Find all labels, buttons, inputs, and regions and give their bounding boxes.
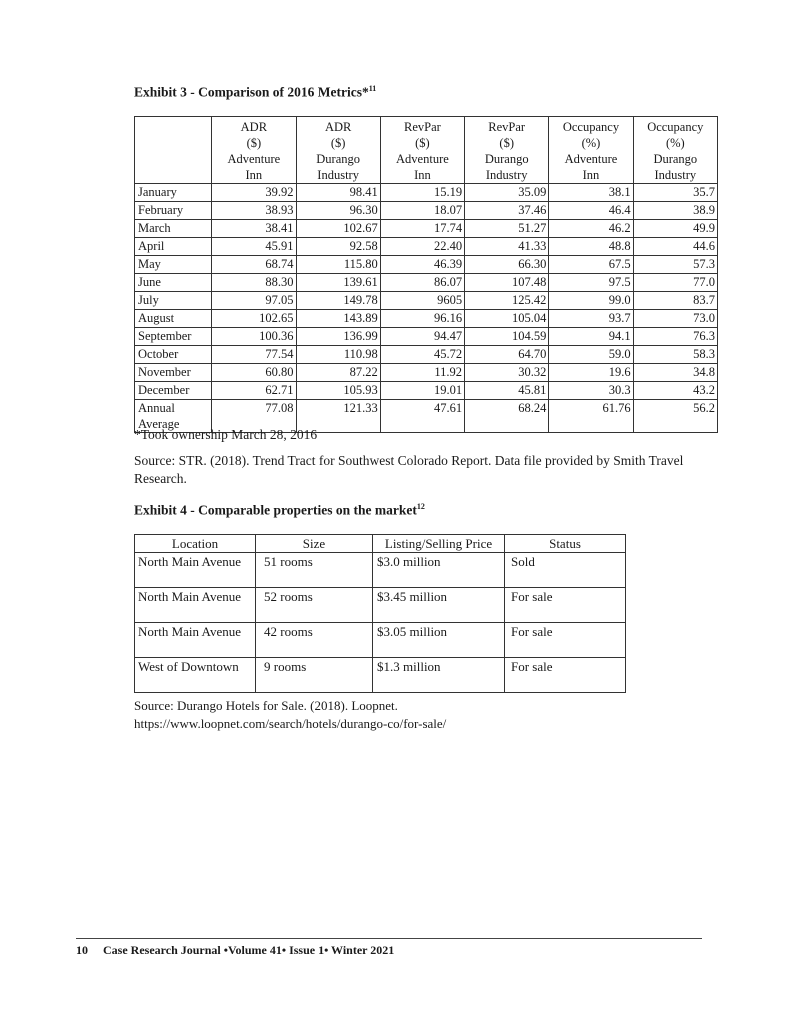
month-cell: April	[135, 238, 212, 256]
value-cell: 64.70	[465, 346, 549, 364]
month-cell: October	[135, 346, 212, 364]
exhibit4-source	[134, 697, 446, 733]
value-cell: 11.92	[380, 364, 464, 382]
month-cell: June	[135, 274, 212, 292]
price-cell: $3.45 million	[373, 588, 505, 623]
header-revpar-adventure: RevPar ($) Adventure Inn	[380, 117, 464, 184]
table-row	[135, 364, 718, 382]
table-row	[135, 588, 626, 623]
table-row	[135, 238, 718, 256]
table-row	[135, 184, 718, 202]
value-cell: 105.04	[465, 310, 549, 328]
journal-footer: Case Research Journal •Volume 41• Issue 1• Winter 2021	[103, 943, 395, 957]
value-cell: 115.80	[296, 256, 380, 274]
value-cell: 9605	[380, 292, 464, 310]
value-cell: 97.5	[549, 274, 633, 292]
value-cell: 58.3	[633, 346, 717, 364]
value-cell: 143.89	[296, 310, 380, 328]
source-url: https://www.loopnet.com/search/hotels/durango-co/for-sale/	[134, 716, 447, 731]
source-citation: Source: Durango Hotels for Sale. (2018). Loopnet.	[134, 698, 398, 713]
value-cell: 38.93	[212, 202, 296, 220]
month-cell: November	[135, 364, 212, 382]
month-cell: July	[135, 292, 212, 310]
location-cell: West of Downtown	[135, 658, 256, 693]
value-cell: 45.72	[380, 346, 464, 364]
value-cell: 38.1	[549, 184, 633, 202]
table-row	[135, 220, 718, 238]
status-cell: Sold	[505, 553, 626, 588]
header-occupancy-adventure: Occupancy (%) Adventure Inn	[549, 117, 633, 184]
month-cell: May	[135, 256, 212, 274]
value-cell: 51.27	[465, 220, 549, 238]
location-cell: North Main Avenue	[135, 588, 256, 623]
value-cell: 30.32	[465, 364, 549, 382]
location-cell: North Main Avenue	[135, 623, 256, 658]
value-cell: 105.93	[296, 382, 380, 400]
value-cell: 57.3	[633, 256, 717, 274]
value-cell: 47.61	[380, 400, 464, 433]
location-cell: North Main Avenue	[135, 553, 256, 588]
metrics-header-row	[135, 117, 718, 184]
table-row	[135, 310, 718, 328]
value-cell: 104.59	[465, 328, 549, 346]
table-row	[135, 623, 626, 658]
value-cell: 83.7	[633, 292, 717, 310]
header-status: Status	[505, 535, 626, 553]
value-cell: 107.48	[465, 274, 549, 292]
value-cell: 60.80	[212, 364, 296, 382]
value-cell: 45.91	[212, 238, 296, 256]
header-revpar-durango: RevPar ($) Durango Industry	[465, 117, 549, 184]
value-cell: 17.74	[380, 220, 464, 238]
value-cell: 56.2	[633, 400, 717, 433]
value-cell: 46.4	[549, 202, 633, 220]
month-cell: January	[135, 184, 212, 202]
value-cell: 102.65	[212, 310, 296, 328]
value-cell: 76.3	[633, 328, 717, 346]
value-cell: 136.99	[296, 328, 380, 346]
properties-header-row	[135, 535, 626, 553]
value-cell: 66.30	[465, 256, 549, 274]
table-row	[135, 274, 718, 292]
value-cell: 35.09	[465, 184, 549, 202]
header-adr-durango: ADR ($) Durango Industry	[296, 117, 380, 184]
price-cell: $3.05 million	[373, 623, 505, 658]
exhibit4-title: Exhibit 4 - Comparable properties on the market$^{12}$	[134, 502, 425, 518]
value-cell: 62.71	[212, 382, 296, 400]
value-cell: 38.41	[212, 220, 296, 238]
month-cell: December	[135, 382, 212, 400]
value-cell: 77.0	[633, 274, 717, 292]
value-cell: 77.08	[212, 400, 296, 433]
value-cell: 125.42	[465, 292, 549, 310]
value-cell: 22.40	[380, 238, 464, 256]
header-price: Listing/Selling Price	[373, 535, 505, 553]
header-size: Size	[256, 535, 373, 553]
value-cell: 68.24	[465, 400, 549, 433]
value-cell: 77.54	[212, 346, 296, 364]
size-cell: 9 rooms	[256, 658, 373, 693]
table-row	[135, 256, 718, 274]
value-cell: 86.07	[380, 274, 464, 292]
value-cell: 61.76	[549, 400, 633, 433]
value-cell: 67.5	[549, 256, 633, 274]
month-cell: Annual Average	[135, 400, 212, 433]
table-row	[135, 658, 626, 693]
value-cell: 88.30	[212, 274, 296, 292]
status-cell: For sale	[505, 658, 626, 693]
size-cell: 51 rooms	[256, 553, 373, 588]
value-cell: 35.7	[633, 184, 717, 202]
month-cell: September	[135, 328, 212, 346]
footer-divider	[76, 938, 702, 939]
table-row	[135, 346, 718, 364]
exhibit3-source: Source: STR. (2018). Trend Tract for Southwest Colorado Report. Data file provided by Smith Travel Research.	[134, 453, 684, 486]
value-cell: 46.2	[549, 220, 633, 238]
header-adr-adventure: ADR ($) Adventure Inn	[212, 117, 296, 184]
value-cell: 39.92	[212, 184, 296, 202]
value-cell: 68.74	[212, 256, 296, 274]
header-occupancy-durango: Occupancy (%) Durango Industry	[633, 117, 717, 184]
size-cell: 52 rooms	[256, 588, 373, 623]
value-cell: 94.47	[380, 328, 464, 346]
value-cell: 41.33	[465, 238, 549, 256]
value-cell: 139.61	[296, 274, 380, 292]
value-cell: 121.33	[296, 400, 380, 433]
ownership-footnote: *Took ownership March 28, 2016	[134, 427, 318, 442]
status-cell: For sale	[505, 588, 626, 623]
price-cell: $1.3 million	[373, 658, 505, 693]
value-cell: 18.07	[380, 202, 464, 220]
value-cell: 149.78	[296, 292, 380, 310]
value-cell: 97.05	[212, 292, 296, 310]
value-cell: 93.7	[549, 310, 633, 328]
value-cell: 94.1	[549, 328, 633, 346]
value-cell: 73.0	[633, 310, 717, 328]
value-cell: 44.6	[633, 238, 717, 256]
metrics-table	[134, 116, 718, 433]
header-location: Location	[135, 535, 256, 553]
value-cell: 46.39	[380, 256, 464, 274]
value-cell: 100.36	[212, 328, 296, 346]
value-cell: 30.3	[549, 382, 633, 400]
page-number: 10	[76, 943, 88, 957]
value-cell: 96.30	[296, 202, 380, 220]
properties-table	[134, 534, 626, 693]
table-row	[135, 292, 718, 310]
value-cell: 19.6	[549, 364, 633, 382]
value-cell: 15.19	[380, 184, 464, 202]
value-cell: 98.41	[296, 184, 380, 202]
value-cell: 110.98	[296, 346, 380, 364]
size-cell: 42 rooms	[256, 623, 373, 658]
value-cell: 48.8	[549, 238, 633, 256]
value-cell: 49.9	[633, 220, 717, 238]
month-cell: February	[135, 202, 212, 220]
value-cell: 38.9	[633, 202, 717, 220]
header-cell-blank	[135, 117, 212, 184]
table-row	[135, 553, 626, 588]
month-cell: March	[135, 220, 212, 238]
exhibit3-title: Exhibit 3 - Comparison of 2016 Metrics*$^{11}$	[134, 84, 377, 100]
value-cell: 37.46	[465, 202, 549, 220]
value-cell: 99.0	[549, 292, 633, 310]
value-cell: 96.16	[380, 310, 464, 328]
value-cell: 45.81	[465, 382, 549, 400]
table-row	[135, 328, 718, 346]
month-cell: August	[135, 310, 212, 328]
table-row	[135, 382, 718, 400]
status-cell: For sale	[505, 623, 626, 658]
value-cell: 34.8	[633, 364, 717, 382]
value-cell: 92.58	[296, 238, 380, 256]
value-cell: 43.2	[633, 382, 717, 400]
value-cell: 19.01	[380, 382, 464, 400]
value-cell: 102.67	[296, 220, 380, 238]
price-cell: $3.0 million	[373, 553, 505, 588]
value-cell: 87.22	[296, 364, 380, 382]
table-row	[135, 202, 718, 220]
value-cell: 59.0	[549, 346, 633, 364]
